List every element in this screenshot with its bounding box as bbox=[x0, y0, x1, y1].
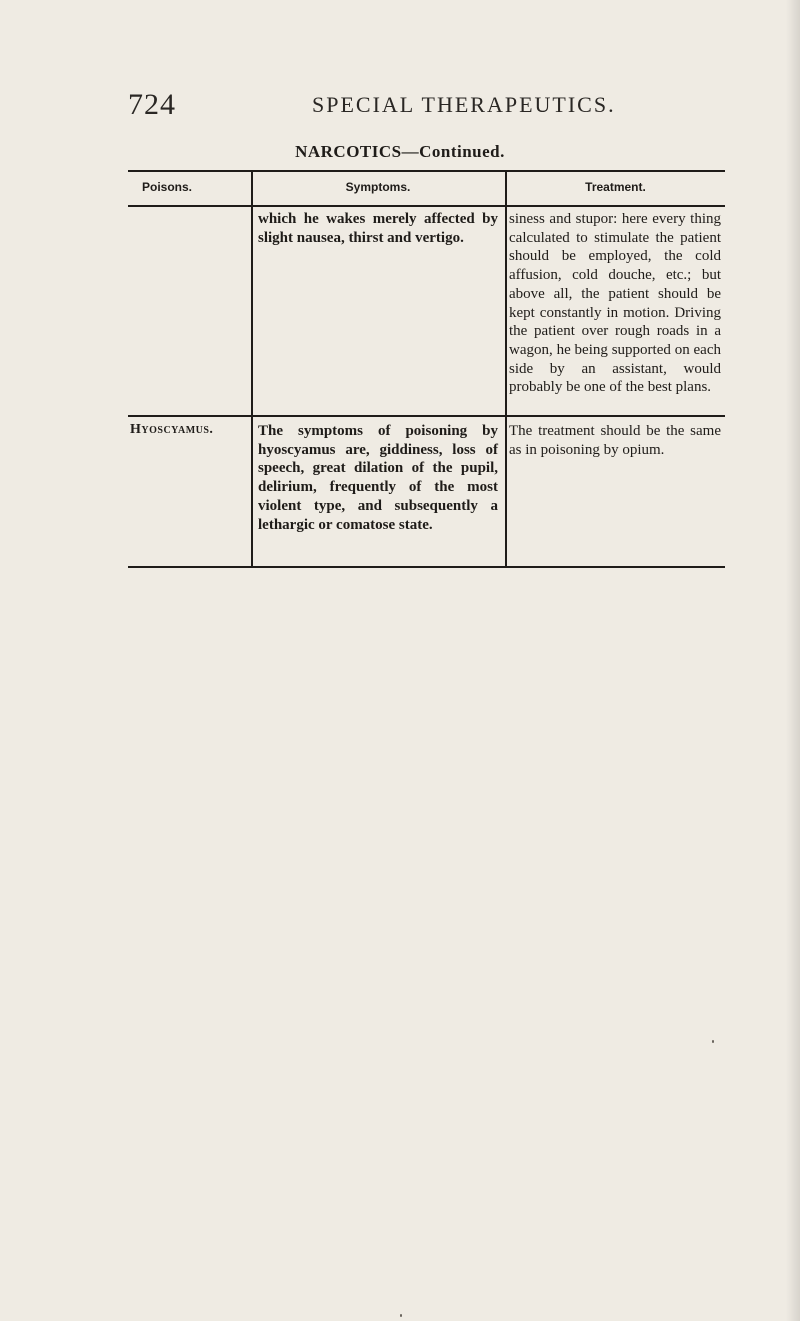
row-2-treatment: The treatment should be the same as in poisoning by opium. bbox=[509, 423, 721, 458]
row-2-symptoms: The symptoms of poisoning by hyoscyamus are, giddiness, loss of speech, great dilation of the pupil, delirium, frequently of the most violent type, and subsequently a lethargic or comatose state. bbox=[258, 423, 498, 533]
page-number: 724 bbox=[128, 88, 176, 121]
poisons-table bbox=[128, 170, 725, 568]
row-divider bbox=[128, 415, 725, 417]
column-header-poisons: Poisons. bbox=[142, 180, 193, 194]
row-1-treatment: siness and stupor: here every thing calculated to stimulate the patient should be employed, the cold affusion, cold douche, etc.; but above all, the patient should be kept constantly in motion. Driving the patient over rough roads in a wagon, he being supported on each side by an assistant, would probably be one of the best plans. bbox=[509, 211, 721, 396]
table-top-rule bbox=[128, 170, 725, 172]
column-header-treatment: Treatment. bbox=[585, 180, 646, 194]
running-title: SPECIAL THERAPEUTICS. bbox=[312, 92, 616, 117]
print-speck bbox=[712, 1040, 714, 1043]
header-rule bbox=[128, 205, 725, 207]
print-speck bbox=[400, 1314, 402, 1317]
column-header-symptoms: Symptoms. bbox=[345, 180, 411, 194]
section-title: NARCOTICS—Continued. bbox=[295, 142, 505, 161]
page-edge-shadow bbox=[786, 0, 800, 1321]
row-1-symptoms: which he wakes merely affected by slight nausea, thirst and vertigo. bbox=[258, 211, 498, 246]
running-head bbox=[128, 88, 728, 122]
column-divider-1 bbox=[251, 172, 253, 568]
column-divider-2 bbox=[505, 172, 507, 568]
row-2-poison: Hyoscyamus. bbox=[130, 422, 214, 437]
table-bottom-rule bbox=[128, 566, 725, 568]
